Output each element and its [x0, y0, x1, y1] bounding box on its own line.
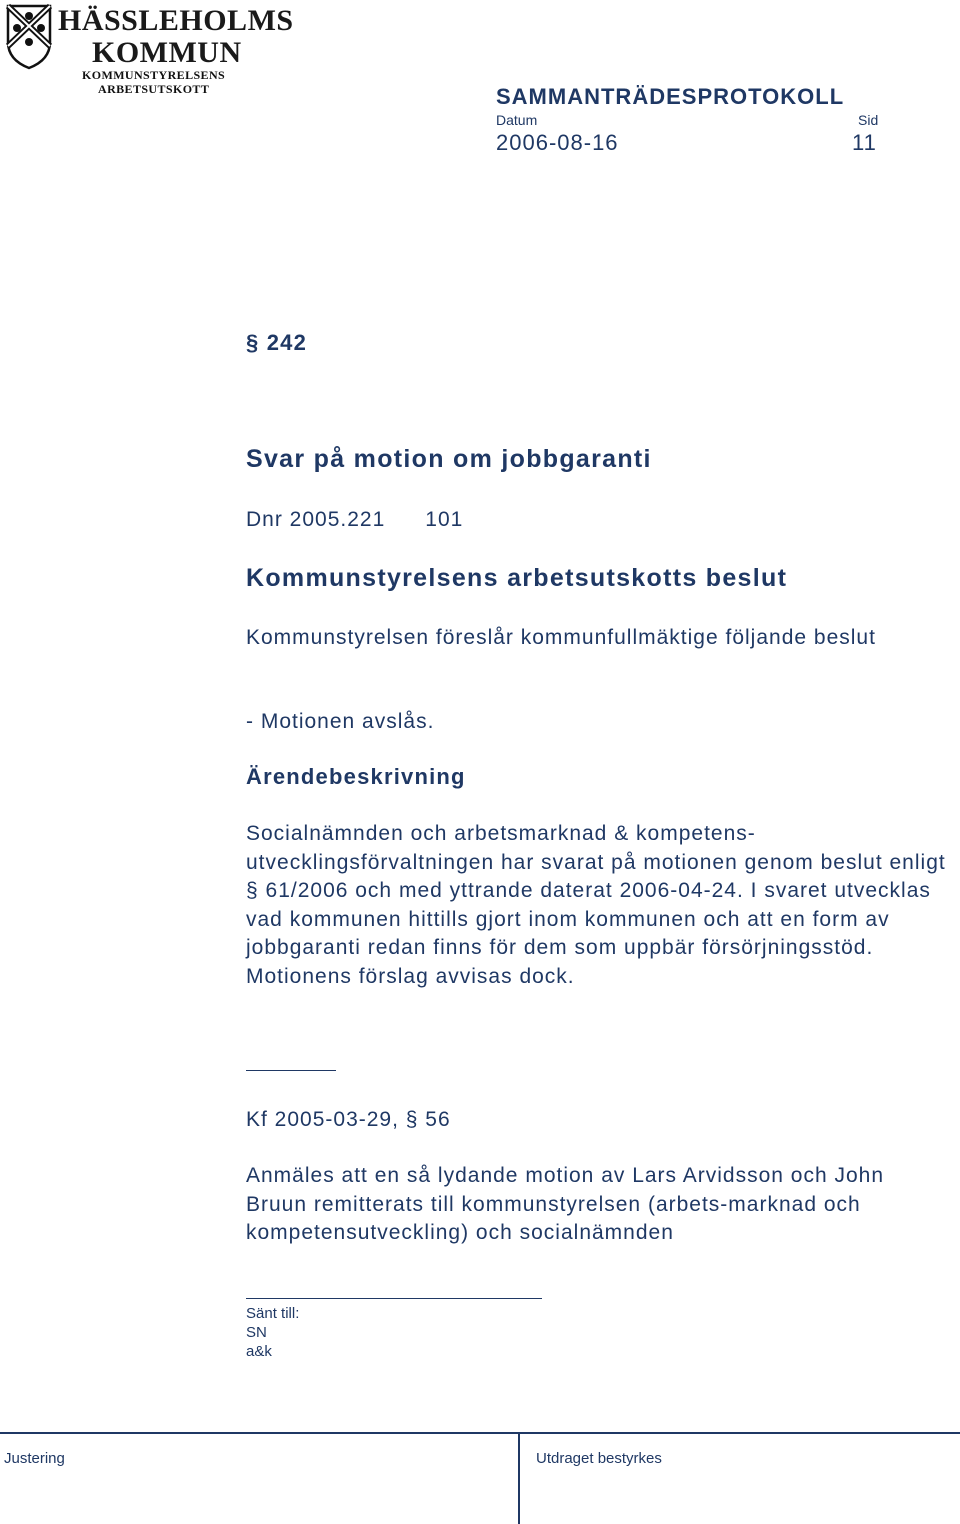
council-reference: Kf 2005-03-29, § 56	[246, 1108, 451, 1131]
section-number: § 242	[246, 330, 308, 355]
separator-line	[246, 1070, 336, 1071]
dnr-label: Dnr 2005.221	[246, 508, 386, 531]
footer-line	[0, 1432, 960, 1434]
document-title: SAMMANTRÄDESPROTOKOLL	[496, 84, 845, 109]
logo-committee-line1: KOMMUNSTYRELSENS	[82, 68, 226, 82]
sent-to-label: Sänt till:	[246, 1305, 300, 1322]
description-text: Socialnämnden och arbetsmarknad & kompetens-utvecklingsförvaltningen har svarat på motionen genom beslut enligt § 61/2006 och med yttrande daterat 2006-04-24. I svaret utvecklas vad kommunen hittills gjort inom kommunen och att en form av jobbgaranti redan finns för dem som uppbär försörjningsstöd. Motionens förslag avvisas dock.	[246, 822, 946, 988]
dnr-code: 101	[425, 508, 464, 531]
footer-divider	[518, 1432, 520, 1524]
dnr-reference	[246, 506, 463, 535]
logo-municipality-name: HÄSSLEHOLMS	[58, 4, 294, 37]
municipal-seal-icon	[4, 2, 54, 70]
decision-intro: Kommunstyrelsen föreslår kommunfullmäktige följande beslut	[246, 626, 876, 649]
certified-extract-label: Utdraget bestyrkes	[536, 1450, 662, 1467]
recipient-item: SN	[246, 1324, 267, 1341]
page-title: Svar på motion om jobbgaranti	[246, 445, 652, 473]
recipient-item: a&k	[246, 1343, 272, 1360]
distribution-separator	[246, 1298, 542, 1299]
date-label: Datum	[496, 112, 538, 128]
page-label: Sid	[858, 112, 879, 128]
logo-committee-line2: ARBETSUTSKOTT	[98, 82, 210, 96]
decision-item: - Motionen avslås.	[246, 710, 435, 733]
logo-municipality-kommun: KOMMUN	[92, 36, 242, 69]
history-text: Anmäles att en så lydande motion av Lars Arvidsson och John Bruun remitterats till kommunstyrelsen (arbets-marknad och kompetensutveckling) och socialnämnden	[246, 1164, 884, 1245]
date-value: 2006-08-16	[496, 130, 619, 155]
description-heading: Ärendebeskrivning	[246, 764, 466, 789]
decision-heading: Kommunstyrelsens arbetsutskotts beslut	[246, 564, 788, 592]
page-number: 11	[852, 130, 877, 155]
justering-label: Justering	[4, 1450, 65, 1467]
